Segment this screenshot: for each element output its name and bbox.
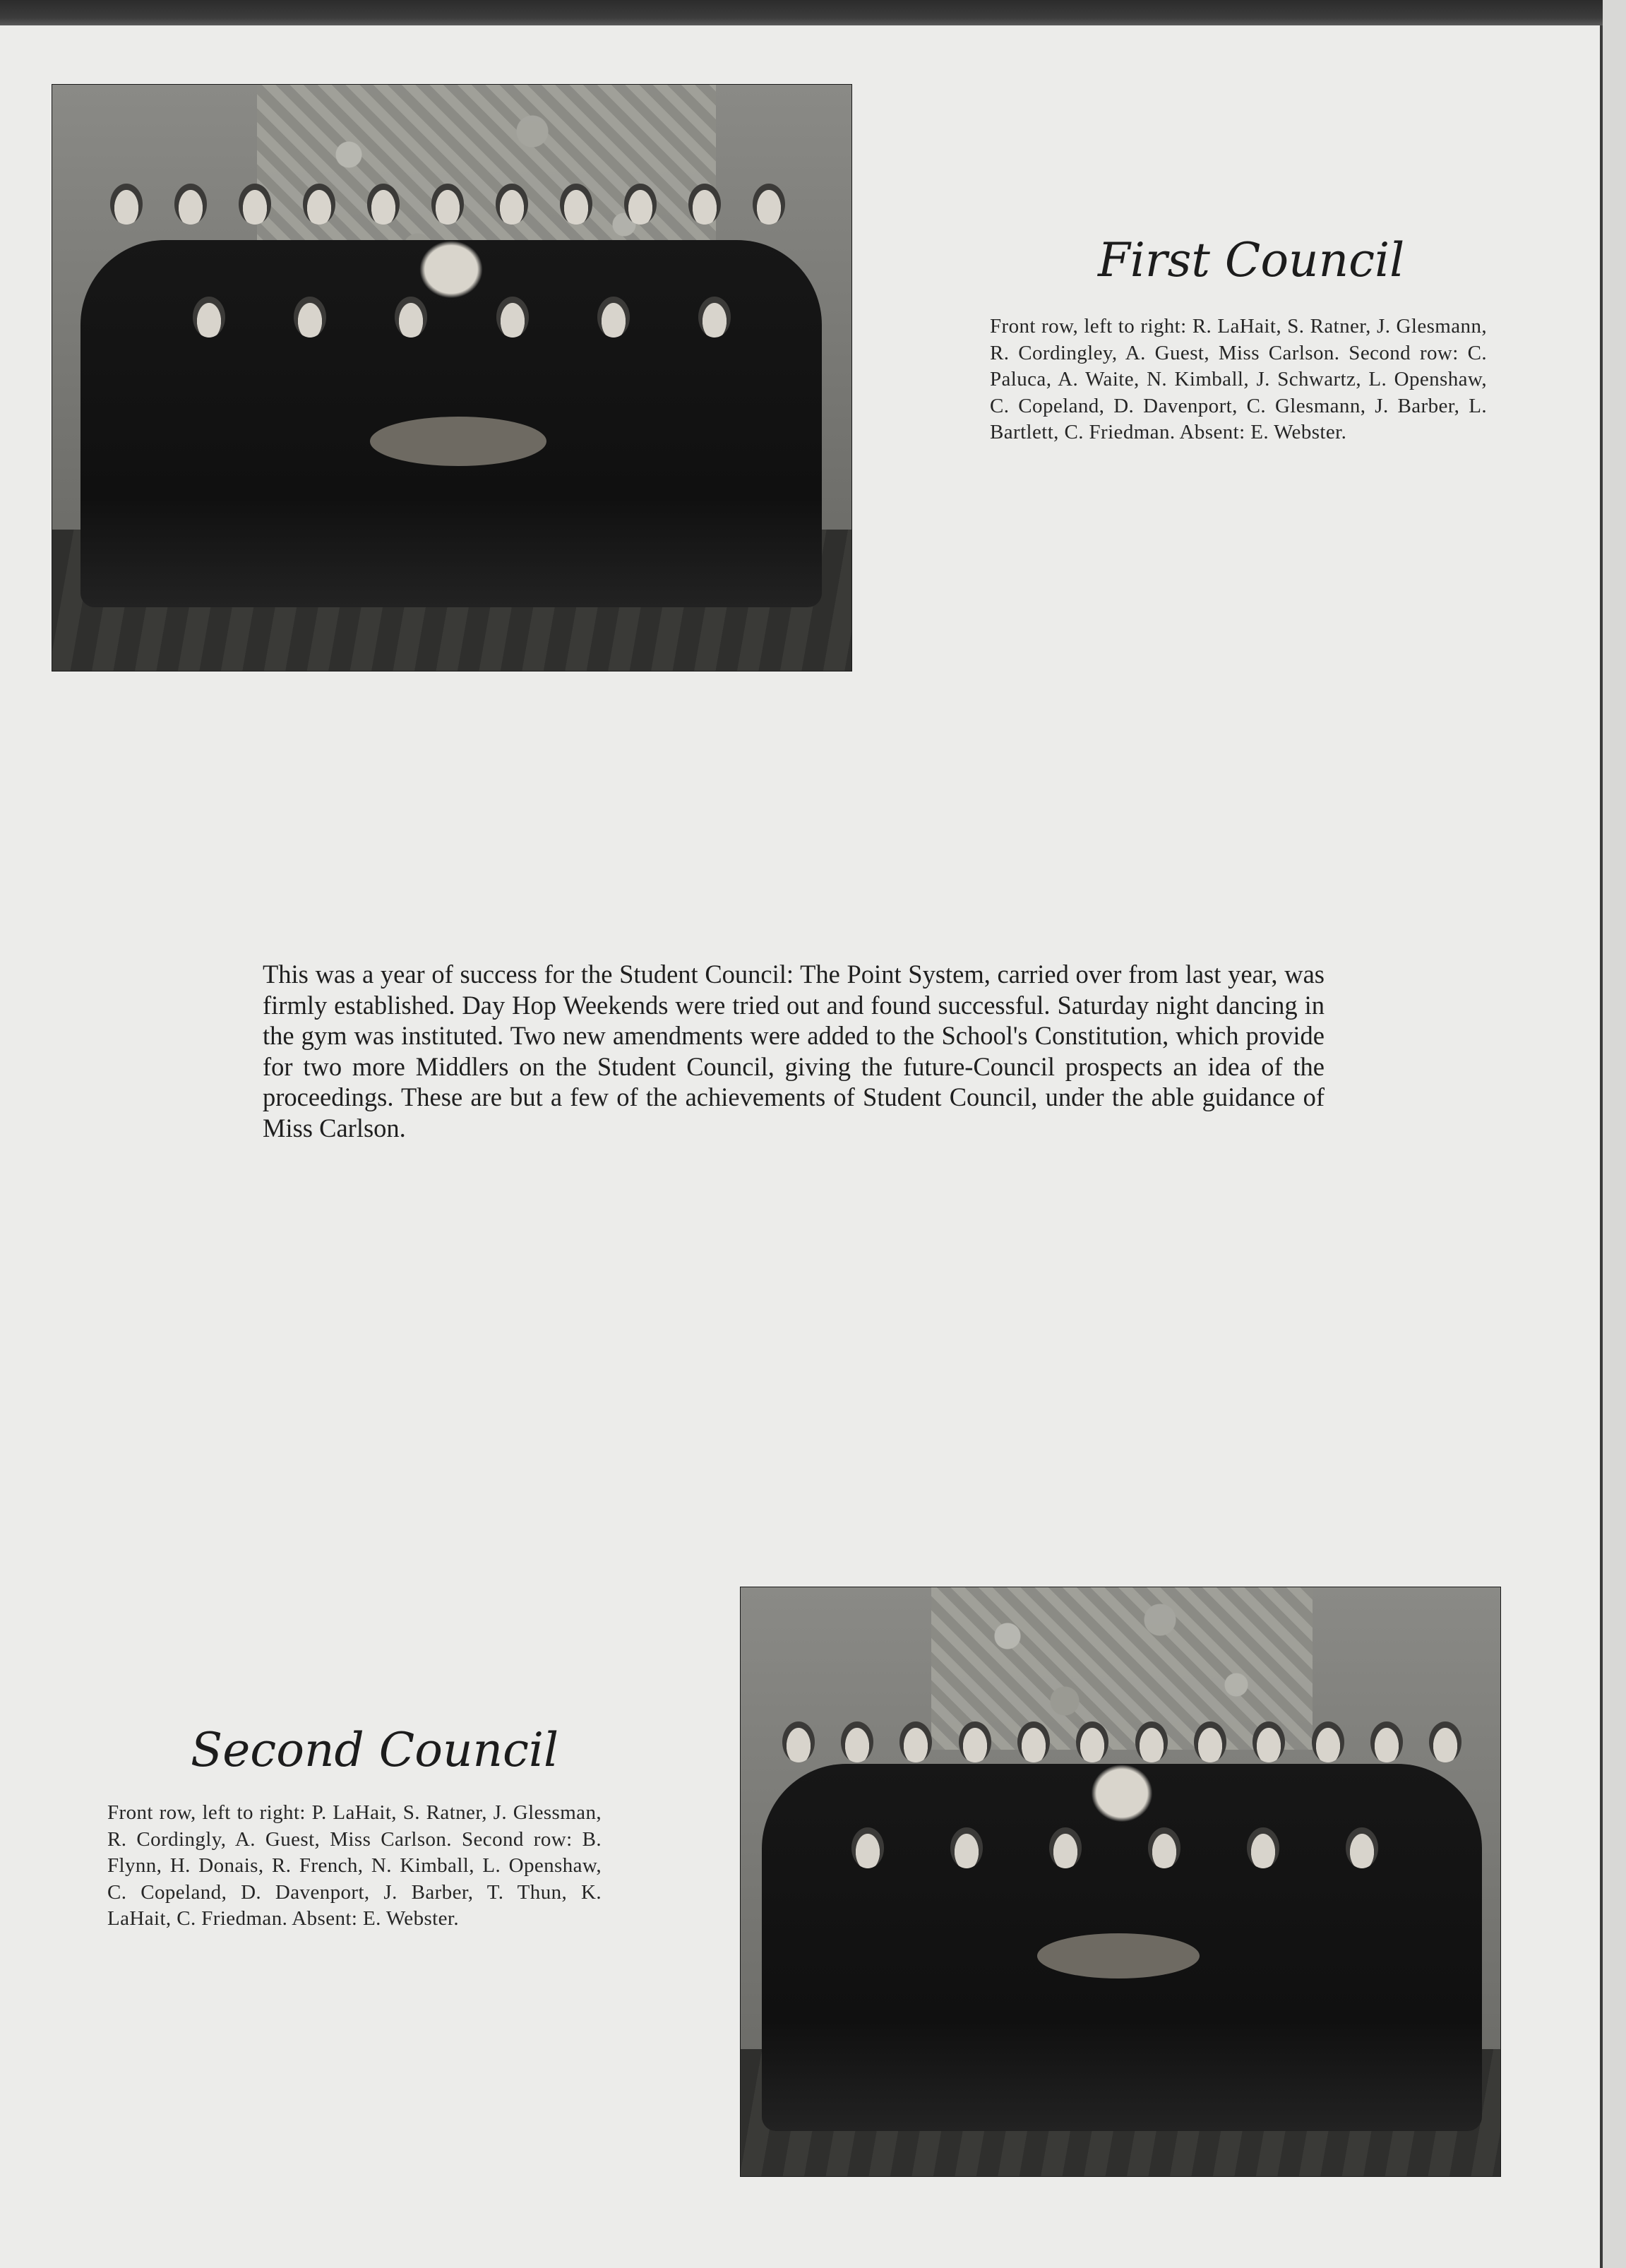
scan-right-margin [1603, 0, 1626, 2268]
second-council-photo [741, 1587, 1500, 2176]
second-council-caption: Front row, left to right: P. LaHait, S. Ratner, J. Glessman, R. Cordingly, A. Guest, Miss Carlson. Second row: B. Flynn, H. Donais, R. French, N. Kimball, L. Openshaw, C. Copeland, D. Davenport, J. Barber, T. Thun, K. LaHait, C. Friedman. Absent: E. Webster. [107, 1801, 602, 1930]
first-council-title: First Council [1098, 233, 1405, 287]
second-council-title: Second Council [191, 1723, 559, 1777]
scan-top-edge [0, 0, 1626, 25]
student-council-paragraph: This was a year of success for the Student Council: The Point System, carried over from last year, was firmly established. Day Hop Weekends were tried out and found successful. Saturday night dancing in the gym was instituted. Two new amendments were added to the School's Constitution, which provide for two more Middlers on the Student Council, giving the future-Council prospects an idea of the proceedings. These are but a few of the achievements of Student Council, under the able guidance of Miss Carlson. [263, 960, 1325, 1142]
first-council-photo [52, 85, 851, 671]
first-council-caption: Front row, left to right: R. LaHait, S. Ratner, J. Glesmann, R. Cordingley, A. Guest, Miss Carlson. Second row: C. Paluca, A. Waite, N. Kimball, J. Schwartz, L. Openshaw, C. Copeland, D. Davenport, C. Glesmann, J. Barber, L. Bartlett, C. Friedman. Absent: E. Webster. [990, 315, 1487, 443]
